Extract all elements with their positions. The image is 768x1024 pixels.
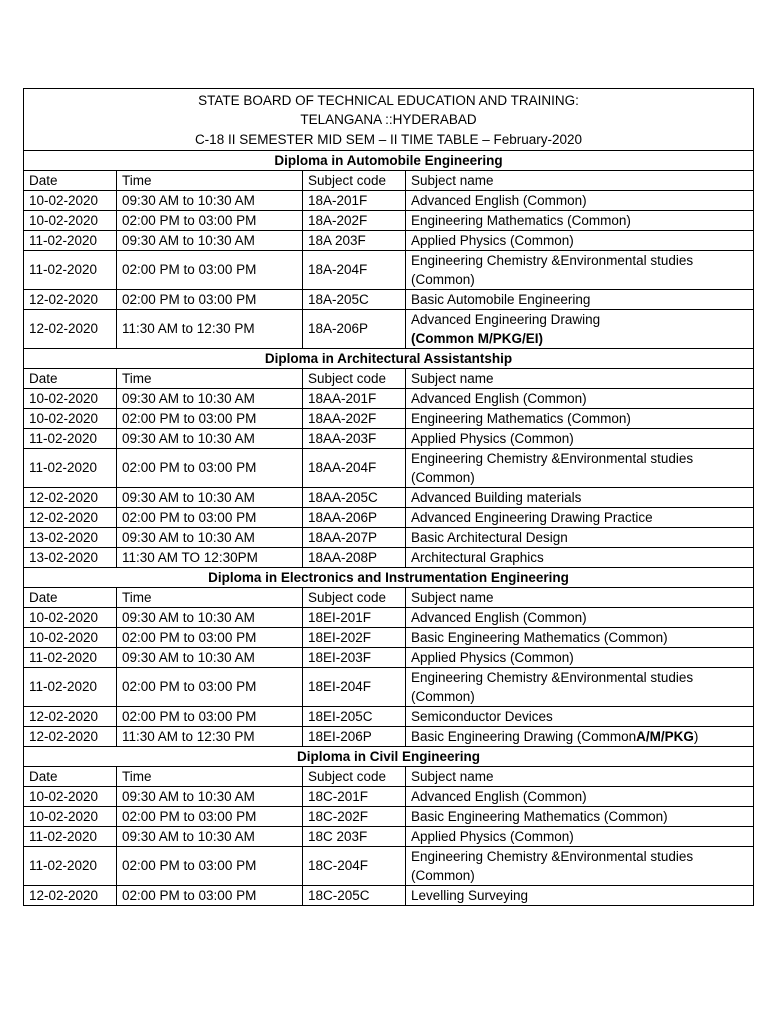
time-cell: 02:00 PM to 03:00 PM — [117, 210, 303, 230]
date-cell: 12-02-2020 — [24, 507, 117, 527]
date-cell: 11-02-2020 — [24, 826, 117, 846]
time-column-header: Time — [117, 587, 303, 607]
date-cell: 12-02-2020 — [24, 289, 117, 309]
table-row — [24, 527, 754, 547]
subject-name-text: Advanced English (Common) — [411, 609, 587, 625]
date-cell: 13-02-2020 — [24, 527, 117, 547]
subject-name-cell — [406, 230, 754, 250]
subject-code-cell: 18C-201F — [303, 786, 406, 806]
time-cell: 02:00 PM to 03:00 PM — [117, 706, 303, 726]
subject-code-column-header: Subject code — [303, 587, 406, 607]
subject-code-cell: 18AA-206P — [303, 507, 406, 527]
subject-name-column-header: Subject name — [406, 587, 754, 607]
section-title: Diploma in Architectural Assistantship — [24, 348, 754, 368]
table-row — [24, 885, 754, 905]
subject-name-text: Basic Engineering Drawing (Common — [411, 728, 637, 744]
subject-code-cell: 18AA-205C — [303, 487, 406, 507]
subject-name-cell — [406, 706, 754, 726]
subject-name-column-header: Subject name — [406, 766, 754, 786]
subject-code-cell: 18EI-201F — [303, 607, 406, 627]
subject-code-cell: 18AA-204F — [303, 448, 406, 487]
subject-name-cell — [406, 607, 754, 627]
subject-name-column-header: Subject name — [406, 368, 754, 388]
subject-name-bold-text: (Common M/PKG/EI) — [411, 330, 543, 346]
table-row — [24, 667, 754, 706]
table-row — [24, 428, 754, 448]
subject-name-text: Engineering Chemistry &Environmental studies (Common) — [411, 252, 694, 287]
date-cell: 10-02-2020 — [24, 786, 117, 806]
time-cell: 09:30 AM to 10:30 AM — [117, 607, 303, 627]
subject-name-text: Engineering Chemistry &Environmental studies (Common) — [411, 669, 694, 704]
date-cell: 12-02-2020 — [24, 706, 117, 726]
subject-name-cell — [406, 627, 754, 647]
subject-name-text: Architectural Graphics — [411, 549, 544, 565]
time-cell: 09:30 AM to 10:30 AM — [117, 647, 303, 667]
table-row — [24, 487, 754, 507]
subject-code-cell: 18A 203F — [303, 230, 406, 250]
subject-code-cell: 18EI-206P — [303, 726, 406, 746]
timetable-document — [23, 88, 754, 906]
table-row — [24, 726, 754, 746]
subject-name-cell — [406, 786, 754, 806]
time-cell: 09:30 AM to 10:30 AM — [117, 487, 303, 507]
date-cell: 12-02-2020 — [24, 885, 117, 905]
subject-code-column-header: Subject code — [303, 766, 406, 786]
table-row — [24, 309, 754, 348]
subject-code-cell: 18C 203F — [303, 826, 406, 846]
table-row — [24, 408, 754, 428]
table-row — [24, 846, 754, 885]
time-cell: 02:00 PM to 03:00 PM — [117, 408, 303, 428]
subject-name-cell — [406, 487, 754, 507]
time-cell: 02:00 PM to 03:00 PM — [117, 667, 303, 706]
date-cell: 12-02-2020 — [24, 309, 117, 348]
section-title: Diploma in Electronics and Instrumentation Engineering — [24, 567, 754, 587]
date-cell: 13-02-2020 — [24, 547, 117, 567]
table-row — [24, 289, 754, 309]
header-cell — [24, 89, 754, 151]
subject-name-cell — [406, 726, 754, 746]
date-column-header: Date — [24, 368, 117, 388]
subject-name-bold-text: A/M/PKG — [636, 728, 694, 744]
time-cell: 02:00 PM to 03:00 PM — [117, 806, 303, 826]
subject-name-text: Levelling Surveying — [411, 887, 529, 903]
subject-name-text: Basic Architectural Design — [411, 529, 568, 545]
date-cell: 12-02-2020 — [24, 726, 117, 746]
subject-name-cell — [406, 885, 754, 905]
subject-name-cell — [406, 250, 754, 289]
subject-name-cell — [406, 547, 754, 567]
table-row — [24, 607, 754, 627]
column-header-row — [24, 587, 754, 607]
section-header — [24, 348, 754, 368]
subject-name-column-header: Subject name — [406, 170, 754, 190]
date-column-header: Date — [24, 766, 117, 786]
subject-name-suffix: ) — [693, 728, 699, 744]
subject-name-text: Semiconductor Devices — [411, 708, 553, 724]
subject-name-cell — [406, 190, 754, 210]
subject-name-text: Applied Physics (Common) — [411, 649, 574, 665]
date-cell: 11-02-2020 — [24, 647, 117, 667]
subject-code-cell: 18AA-208P — [303, 547, 406, 567]
document-header — [24, 89, 754, 151]
table-row — [24, 806, 754, 826]
subject-code-cell: 18A-204F — [303, 250, 406, 289]
date-cell: 11-02-2020 — [24, 667, 117, 706]
subject-name-text: Advanced English (Common) — [411, 192, 587, 208]
subject-code-cell: 18AA-202F — [303, 408, 406, 428]
time-cell: 09:30 AM to 10:30 AM — [117, 786, 303, 806]
subject-name-text: Engineering Chemistry &Environmental studies (Common) — [411, 848, 694, 883]
date-column-header: Date — [24, 170, 117, 190]
subject-name-text: Applied Physics (Common) — [411, 828, 574, 844]
subject-name-cell — [406, 846, 754, 885]
table-row — [24, 448, 754, 487]
table-row — [24, 826, 754, 846]
subject-code-cell: 18EI-202F — [303, 627, 406, 647]
subject-code-cell: 18C-202F — [303, 806, 406, 826]
table-row — [24, 507, 754, 527]
date-cell: 11-02-2020 — [24, 448, 117, 487]
time-column-header: Time — [117, 766, 303, 786]
date-cell: 10-02-2020 — [24, 607, 117, 627]
time-cell: 02:00 PM to 03:00 PM — [117, 250, 303, 289]
subject-name-cell — [406, 647, 754, 667]
subject-name-text: Basic Automobile Engineering — [411, 291, 591, 307]
table-row — [24, 647, 754, 667]
table-row — [24, 547, 754, 567]
section-header — [24, 746, 754, 766]
date-cell: 11-02-2020 — [24, 230, 117, 250]
subject-name-text: Advanced Engineering Drawing — [411, 311, 601, 327]
subject-code-column-header: Subject code — [303, 368, 406, 388]
subject-name-cell — [406, 448, 754, 487]
section-title: Diploma in Civil Engineering — [24, 746, 754, 766]
time-cell: 09:30 AM to 10:30 AM — [117, 230, 303, 250]
date-cell: 12-02-2020 — [24, 487, 117, 507]
time-cell: 09:30 AM to 10:30 AM — [117, 527, 303, 547]
subject-code-cell: 18A-206P — [303, 309, 406, 348]
subject-code-cell: 18AA-201F — [303, 388, 406, 408]
time-cell: 02:00 PM to 03:00 PM — [117, 627, 303, 647]
date-cell: 11-02-2020 — [24, 428, 117, 448]
date-cell: 10-02-2020 — [24, 627, 117, 647]
date-cell: 10-02-2020 — [24, 806, 117, 826]
subject-code-cell: 18EI-203F — [303, 647, 406, 667]
time-cell: 09:30 AM to 10:30 AM — [117, 190, 303, 210]
subject-code-cell: 18EI-205C — [303, 706, 406, 726]
time-cell: 11:30 AM TO 12:30PM — [117, 547, 303, 567]
table-row — [24, 706, 754, 726]
subject-name-cell — [406, 388, 754, 408]
time-cell: 02:00 PM to 03:00 PM — [117, 846, 303, 885]
subject-name-cell — [406, 507, 754, 527]
subject-code-cell: 18A-205C — [303, 289, 406, 309]
table-row — [24, 250, 754, 289]
header-line-3: C-18 II SEMESTER MID SEM – II TIME TABLE – February-2020 — [194, 131, 583, 147]
subject-name-text: Advanced English (Common) — [411, 390, 587, 406]
subject-name-cell — [406, 667, 754, 706]
subject-name-text: Advanced English (Common) — [411, 788, 587, 804]
time-cell: 11:30 AM to 12:30 PM — [117, 726, 303, 746]
date-cell: 10-02-2020 — [24, 408, 117, 428]
subject-code-cell: 18C-204F — [303, 846, 406, 885]
subject-name-text: Advanced Engineering Drawing Practice — [411, 509, 653, 525]
table-row — [24, 627, 754, 647]
subject-code-cell: 18EI-204F — [303, 667, 406, 706]
time-column-header: Time — [117, 170, 303, 190]
date-cell: 11-02-2020 — [24, 846, 117, 885]
column-header-row — [24, 368, 754, 388]
subject-code-cell: 18A-202F — [303, 210, 406, 230]
time-cell: 09:30 AM to 10:30 AM — [117, 388, 303, 408]
subject-name-text: Engineering Mathematics (Common) — [411, 212, 631, 228]
subject-name-text: Engineering Chemistry &Environmental studies (Common) — [411, 450, 694, 485]
section-title: Diploma in Automobile Engineering — [24, 150, 754, 170]
subject-name-cell — [406, 309, 754, 348]
subject-name-cell — [406, 210, 754, 230]
subject-code-column-header: Subject code — [303, 170, 406, 190]
time-cell: 02:00 PM to 03:00 PM — [117, 448, 303, 487]
table-row — [24, 210, 754, 230]
date-column-header: Date — [24, 587, 117, 607]
subject-name-text: Applied Physics (Common) — [411, 232, 574, 248]
date-cell: 11-02-2020 — [24, 250, 117, 289]
header-line-2: TELANGANA ::HYDERABAD — [300, 112, 477, 128]
subject-name-text: Basic Engineering Mathematics (Common) — [411, 808, 668, 824]
time-cell: 09:30 AM to 10:30 AM — [117, 826, 303, 846]
subject-name-cell — [406, 428, 754, 448]
table-row — [24, 230, 754, 250]
timetable-table — [23, 88, 754, 906]
subject-name-text: Advanced Building materials — [411, 489, 582, 505]
table-row — [24, 786, 754, 806]
section-header — [24, 567, 754, 587]
time-cell: 02:00 PM to 03:00 PM — [117, 885, 303, 905]
date-cell: 10-02-2020 — [24, 210, 117, 230]
time-cell: 09:30 AM to 10:30 AM — [117, 428, 303, 448]
subject-name-text: Engineering Mathematics (Common) — [411, 410, 631, 426]
subject-name-cell — [406, 806, 754, 826]
table-row — [24, 190, 754, 210]
date-cell: 10-02-2020 — [24, 388, 117, 408]
subject-code-cell: 18C-205C — [303, 885, 406, 905]
time-cell: 02:00 PM to 03:00 PM — [117, 507, 303, 527]
time-cell: 02:00 PM to 03:00 PM — [117, 289, 303, 309]
time-column-header: Time — [117, 368, 303, 388]
header-line-1: STATE BOARD OF TECHNICAL EDUCATION AND TRAINING: — [198, 93, 579, 108]
subject-code-cell: 18A-201F — [303, 190, 406, 210]
subject-name-cell — [406, 527, 754, 547]
table-row — [24, 388, 754, 408]
subject-name-cell — [406, 408, 754, 428]
subject-name-cell — [406, 826, 754, 846]
time-cell: 11:30 AM to 12:30 PM — [117, 309, 303, 348]
subject-code-cell: 18AA-203F — [303, 428, 406, 448]
subject-name-text: Applied Physics (Common) — [411, 430, 574, 446]
subject-name-text: Basic Engineering Mathematics (Common) — [411, 629, 668, 645]
subject-name-cell — [406, 289, 754, 309]
column-header-row — [24, 170, 754, 190]
section-header — [24, 150, 754, 170]
date-cell: 10-02-2020 — [24, 190, 117, 210]
column-header-row — [24, 766, 754, 786]
subject-code-cell: 18AA-207P — [303, 527, 406, 547]
